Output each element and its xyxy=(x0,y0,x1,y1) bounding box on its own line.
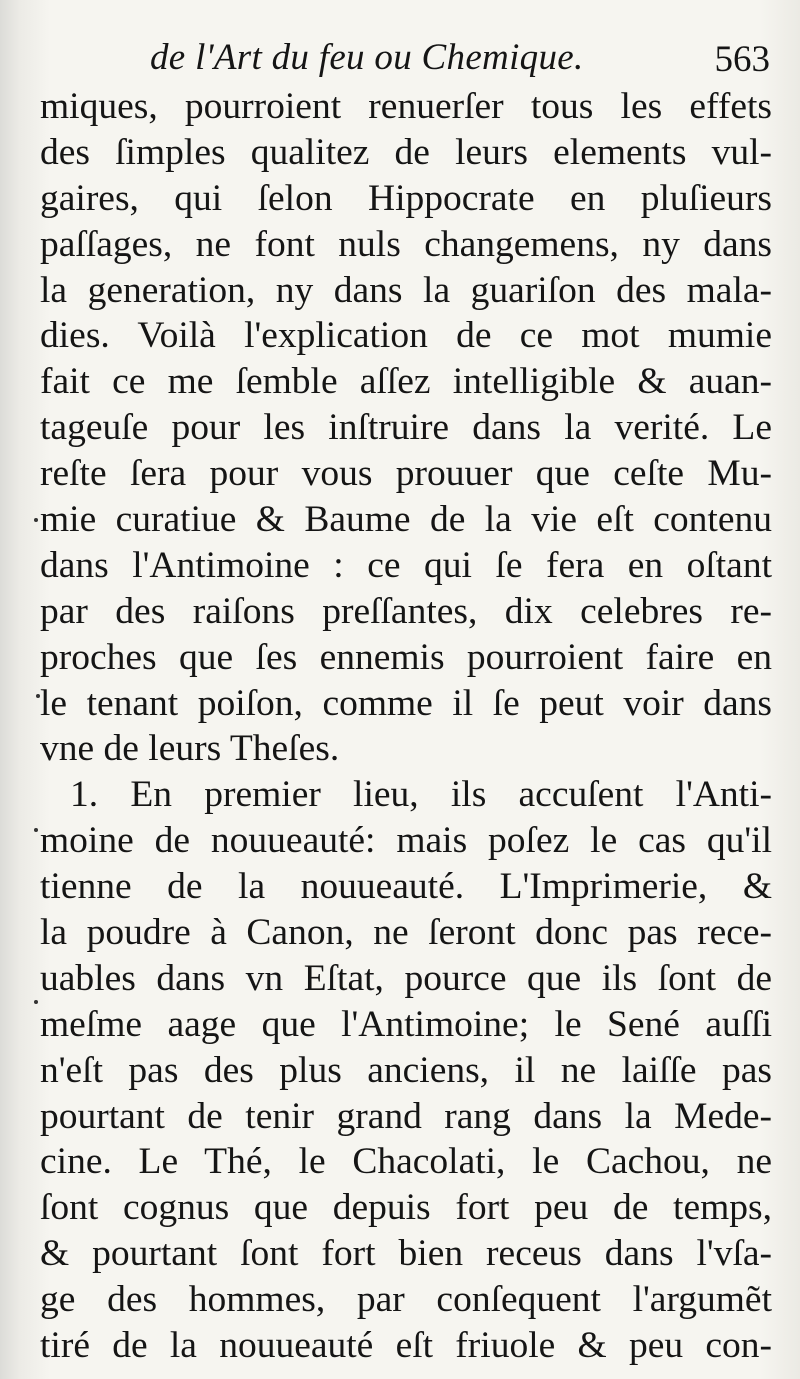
text-line: mie curatiue & Baume de la vie eſt contenu xyxy=(40,499,772,541)
text-line: 1. En premier lieu, ils accuſent l'Anti- xyxy=(70,774,772,816)
page-number: 563 xyxy=(714,39,770,80)
text-line: uables dans vn Eſtat, pource que ils ſont de xyxy=(40,957,772,999)
page-header xyxy=(150,30,770,86)
text-line: par des raiſons preſſantes, dix celebres re- xyxy=(40,590,772,632)
text-line: dans l'Antimoine : ce qui ſe fera en oſtant xyxy=(40,544,772,586)
text-line: le tenant poiſon, comme il ſe peut voir dans xyxy=(40,682,772,724)
text-line: des ſimples qualitez de leurs elements vul- xyxy=(40,131,772,173)
text-line: ſont cognus que depuis fort peu de temps, xyxy=(40,1187,772,1229)
text-line: cine. Le Thé, le Chacolati, le Cachou, ne xyxy=(40,1141,772,1183)
text-line: & pourtant ſont fort bien receus dans l'vſa- xyxy=(40,1233,772,1275)
text-line: fait ce me ſemble aſſez intelligible & auan- xyxy=(40,361,772,403)
text-line: dies. Voilà l'explication de ce mot mumie xyxy=(40,315,772,357)
text-line: miques, pourroient renuerſer tous les effets xyxy=(40,86,772,127)
text-line: gaires, qui ſelon Hippocrate en pluſieurs xyxy=(40,177,772,219)
text-line: la poudre à Canon, ne ſeront donc pas rece- xyxy=(40,912,772,954)
margin-speck xyxy=(34,518,38,522)
margin-speck xyxy=(34,828,38,832)
body-text xyxy=(40,84,772,1369)
text-line: tienne de la nouueauté. L'Imprimerie, & xyxy=(40,866,772,908)
text-line: ge des hommes, par conſequent l'argumẽt xyxy=(40,1279,772,1321)
text-line: reſte ſera pour vous prouuer que ceſte Mu- xyxy=(40,453,772,495)
text-line: la generation, ny dans la guariſon des mala- xyxy=(40,269,772,311)
text-line: moine de nouueauté: mais poſez le cas qu'il xyxy=(40,820,772,862)
text-line: n'eſt pas des plus anciens, il ne laiſſe pas xyxy=(40,1049,772,1091)
text-line: tageuſe pour les inſtruire dans la verité. Le xyxy=(40,407,772,449)
text-line: pourtant de tenir grand rang dans la Mede- xyxy=(40,1095,772,1137)
text-line: meſme aage que l'Antimoine; le Sené auſſi xyxy=(40,1003,772,1045)
text-line: proches que ſes ennemis pourroient faire en xyxy=(40,636,772,678)
running-title: de l'Art du feu ou Chemique. xyxy=(150,37,584,78)
margin-speck xyxy=(36,694,40,698)
text-line: paſſages, ne font nuls changemens, ny dans xyxy=(40,223,772,265)
text-line: tiré de la nouueauté eſt friuole & peu con- xyxy=(40,1325,772,1367)
text-line: vne de leurs Theſes. xyxy=(40,728,340,770)
margin-speck xyxy=(34,1000,38,1004)
